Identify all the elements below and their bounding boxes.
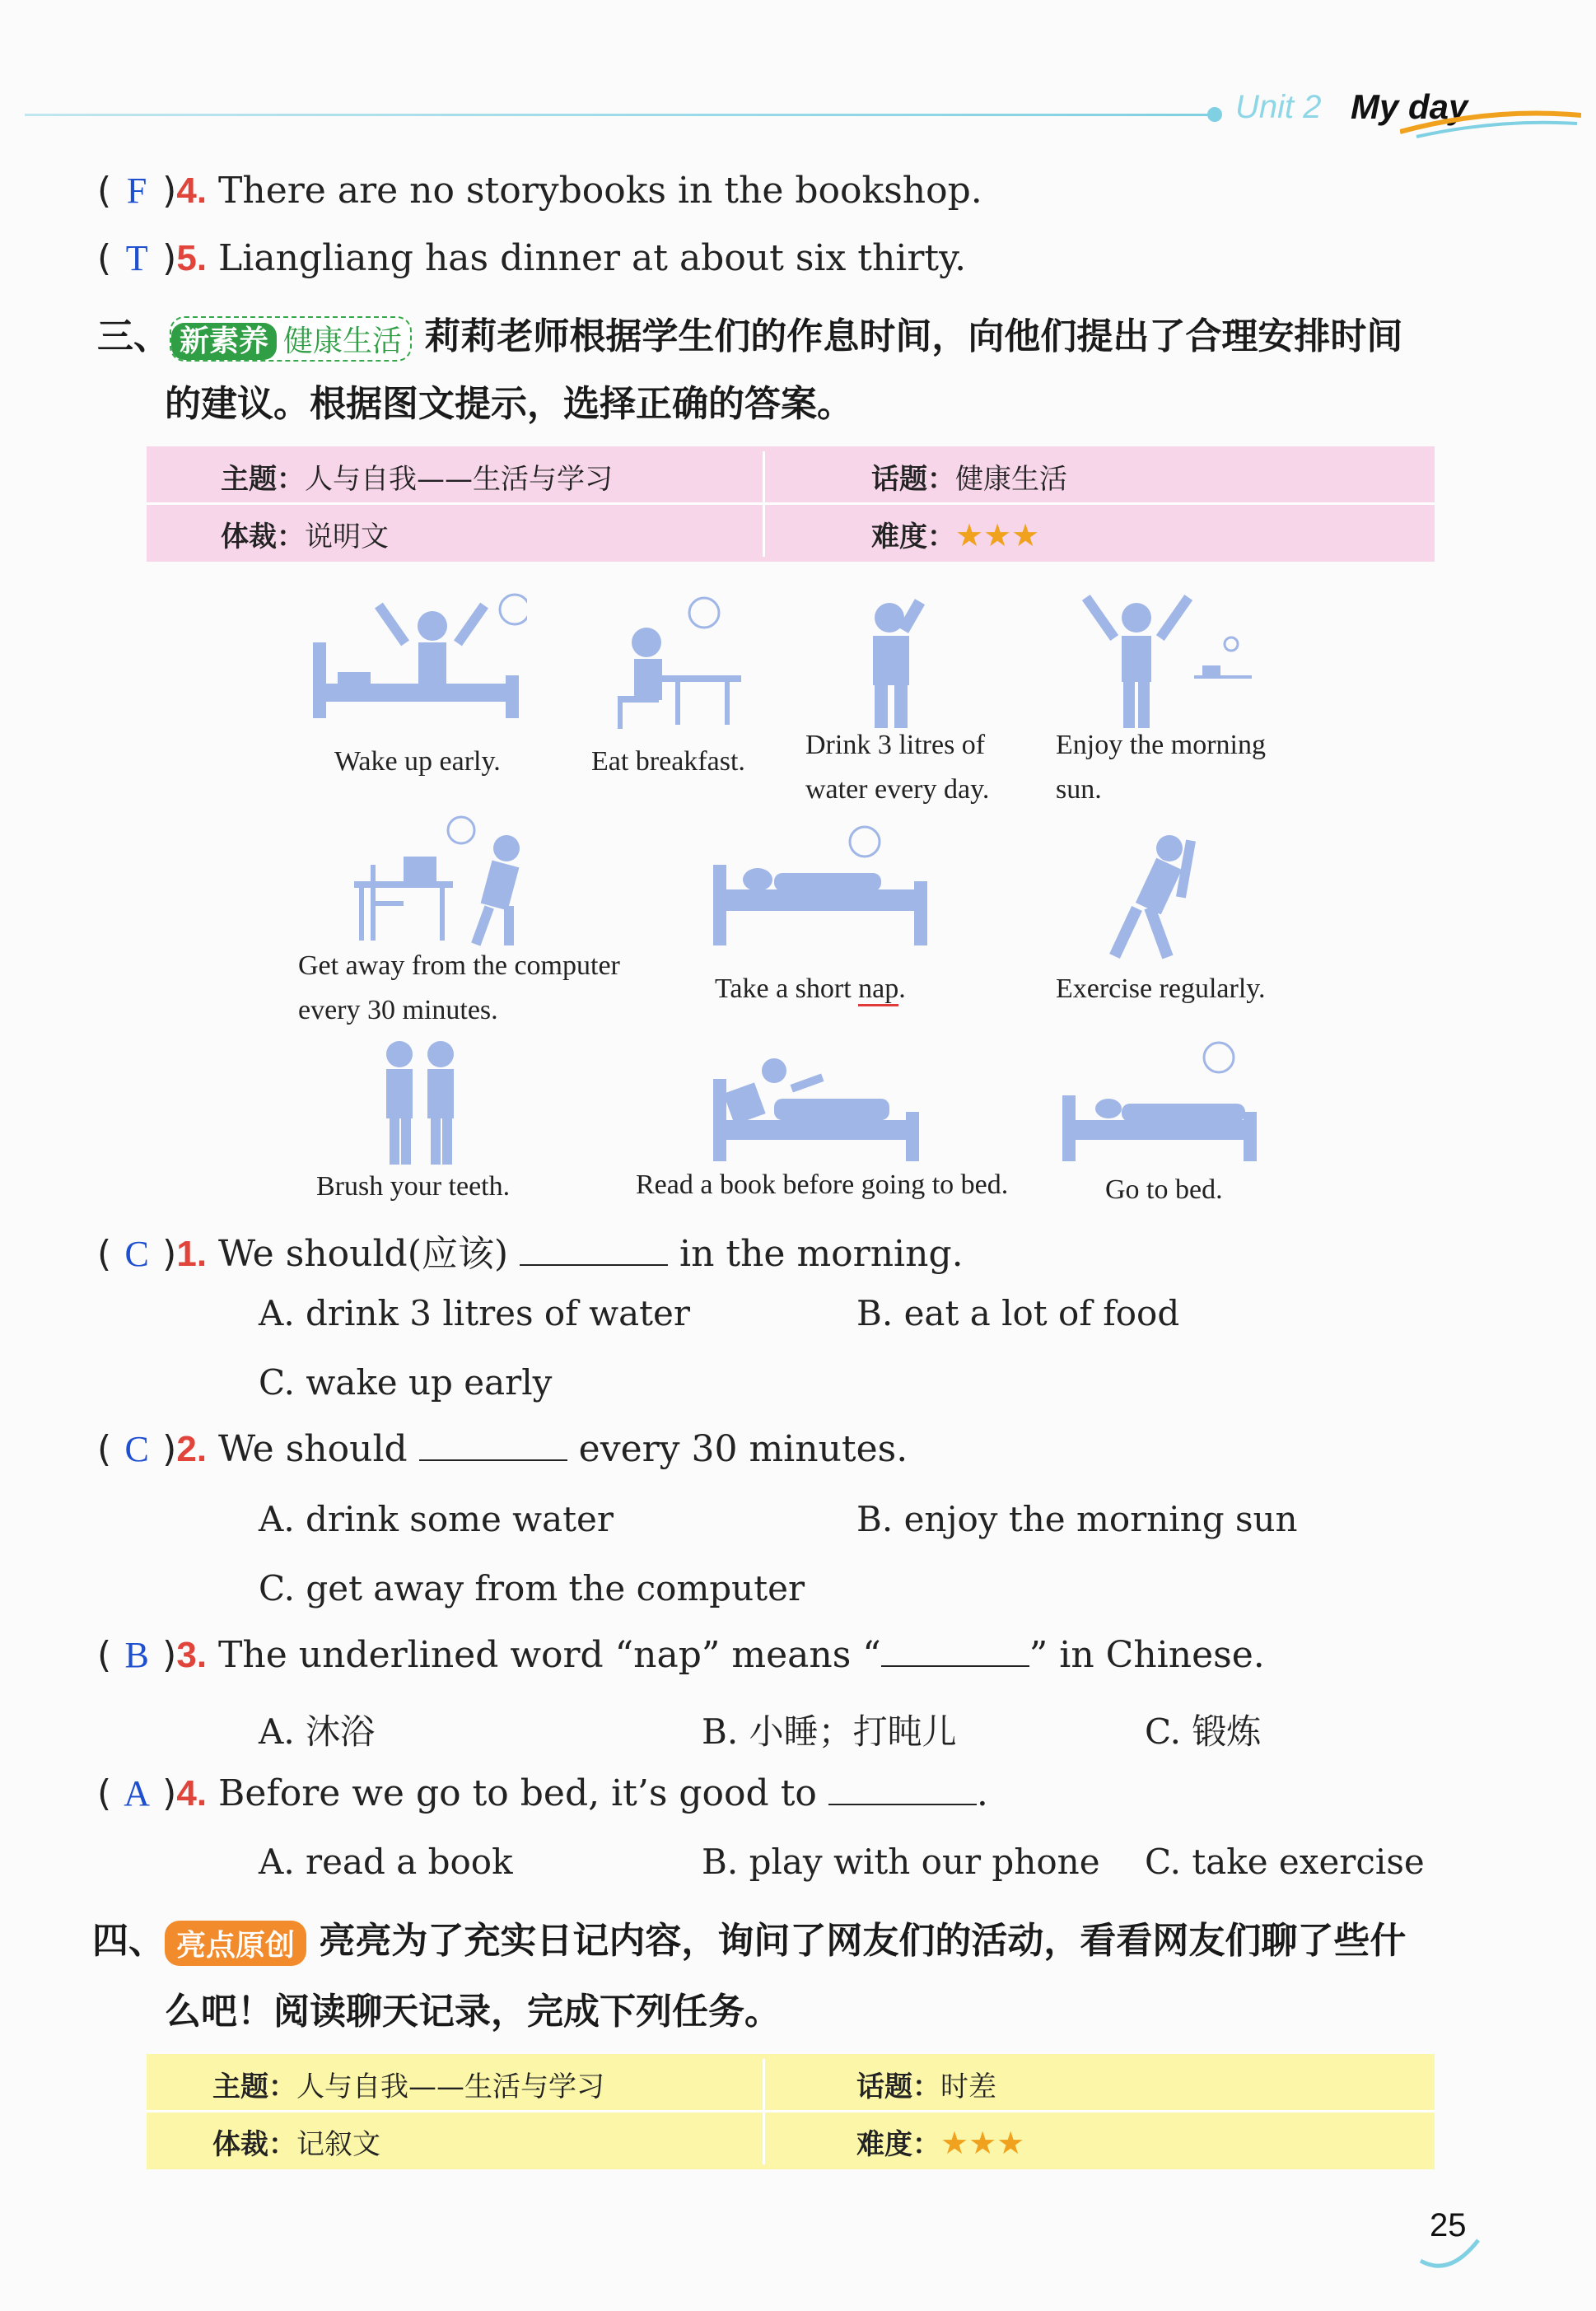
section-3-intro-2: 的建议。根据图文提示，选择正确的答案。	[165, 383, 853, 425]
section-4-heading: 四、 亮点原创 亮亮为了充实日记内容，询问了网友们的活动，看看网友们聊了些什	[92, 1911, 1406, 1966]
question-text: There are no storybooks in the bookshop.	[218, 170, 982, 212]
genre: 体裁：记叙文	[212, 2128, 380, 2161]
theme: 主题：人与自我——生活与学习	[212, 2071, 604, 2103]
go-to-bed-pictogram-icon	[1062, 1038, 1260, 1170]
q3-option-c: C. 锻炼	[1145, 1711, 1262, 1752]
caption-drink-water: Drink 3 litres of water every day.	[805, 730, 990, 805]
section-4-info-box	[147, 2054, 1435, 2169]
question-1: ( C )1. We should(应该) in the morning.	[97, 1233, 964, 1275]
topic: 话题：时差	[856, 2071, 996, 2103]
caption-wake-up: Wake up early.	[334, 746, 501, 777]
underlined-word: nap	[858, 973, 898, 1006]
read-book-pictogram-icon	[708, 1054, 922, 1170]
header-rule	[25, 114, 1211, 116]
caption-computer: Get away from the computer every 30 minutes.	[298, 950, 620, 1025]
section-3-info-box	[147, 446, 1435, 562]
exercise-pictogram-icon	[1104, 832, 1219, 964]
q1-option-b: B. eat a lot of food	[856, 1293, 1180, 1333]
answer-blank	[520, 1240, 668, 1266]
computer-pictogram-icon	[354, 815, 535, 947]
genre: 体裁：说明文	[221, 521, 389, 553]
unit-label: Unit 2	[1235, 89, 1322, 125]
q2-option-c: C. get away from the computer	[259, 1568, 805, 1608]
caption-read-book: Read a book before going to bed.	[636, 1170, 1009, 1200]
page-number: 25	[1430, 2207, 1467, 2243]
answer-mark: T	[125, 238, 148, 278]
answer-blank	[828, 1779, 977, 1805]
caption-brush-teeth: Brush your teeth.	[316, 1171, 511, 1202]
eat-breakfast-pictogram-icon	[601, 593, 749, 733]
drink-water-pictogram-icon	[848, 593, 939, 733]
new-literacy-badge: 新素养 健康生活	[170, 316, 412, 362]
theme: 主题：人与自我——生活与学习	[221, 463, 613, 496]
section-3-intro-1: 莉莉老师根据学生们的作息时间，向他们提出了合理安排时间	[424, 315, 1403, 357]
difficulty: 难度：★★★	[871, 517, 1040, 553]
q4-option-b: B. play with our phone	[702, 1842, 1100, 1882]
q1-option-c: C. wake up early	[259, 1362, 553, 1403]
q2-option-b: B. enjoy the morning sun	[856, 1499, 1298, 1539]
caption-enjoy-sun: Enjoy the morning sun.	[1056, 730, 1266, 805]
q4-option-a: A. read a book	[259, 1842, 513, 1882]
caption-nap: Take a short nap.	[715, 967, 906, 1011]
answer-blank	[881, 1641, 1029, 1667]
section-3-heading: 三、 新素养 健康生活 莉莉老师根据学生们的作息时间，向他们提出了合理安排时间	[97, 306, 1402, 362]
answer-blank	[419, 1435, 567, 1461]
star-icons: ★★★	[940, 2125, 1025, 2161]
nap-pictogram-icon	[708, 824, 931, 955]
prev-question-4: ( F )4. There are no storybooks in the bookshop.	[97, 170, 982, 212]
answer-mark: B	[124, 1635, 149, 1675]
answer-mark: F	[126, 170, 147, 211]
caption-eat-breakfast: Eat breakfast.	[591, 746, 745, 777]
original-badge: 亮点原创	[165, 1921, 306, 1966]
answer-mark: C	[124, 1429, 149, 1469]
question-2: ( C )2. We should every 30 minutes.	[97, 1428, 908, 1470]
answer-mark: A	[124, 1773, 151, 1814]
difficulty: 难度：★★★	[856, 2125, 1025, 2161]
wake-up-pictogram-icon	[313, 593, 527, 733]
star-icons: ★★★	[955, 517, 1040, 553]
header-dot	[1207, 107, 1222, 122]
brush-teeth-pictogram-icon	[375, 1038, 465, 1170]
q3-option-b: B. 小睡；打盹儿	[702, 1711, 957, 1752]
header-swoosh-icon	[1400, 107, 1581, 140]
question-text: Liangliang has dinner at about six thirty.	[218, 237, 967, 279]
section-4-intro-2: 么吧！阅读聊天记录，完成下列任务。	[165, 1991, 781, 2033]
caption-exercise: Exercise regularly.	[1056, 973, 1266, 1004]
q1-option-a: A. drink 3 litres of water	[259, 1293, 690, 1333]
unit-title: My day	[1351, 87, 1468, 126]
answer-mark: C	[124, 1234, 149, 1274]
enjoy-sun-pictogram-icon	[1079, 593, 1260, 733]
prev-question-5: ( T )5. Liangliang has dinner at about six thirty.	[97, 237, 967, 279]
question-3: ( B )3. The underlined word “nap” means “ ” in Chinese.	[97, 1634, 1265, 1676]
page-number-arc-icon	[1416, 2224, 1482, 2273]
caption-go-to-bed: Go to bed.	[1105, 1174, 1223, 1205]
section-4-intro-1: 亮亮为了充实日记内容，询问了网友们的活动，看看网友们聊了些什	[319, 1920, 1407, 1962]
q2-option-a: A. drink some water	[259, 1499, 614, 1539]
q3-option-a: A. 沐浴	[259, 1711, 376, 1752]
q4-option-c: C. take exercise	[1145, 1842, 1425, 1882]
topic: 话题：健康生活	[871, 463, 1067, 496]
question-4: ( A )4. Before we go to bed, it’s good to .	[97, 1772, 988, 1814]
